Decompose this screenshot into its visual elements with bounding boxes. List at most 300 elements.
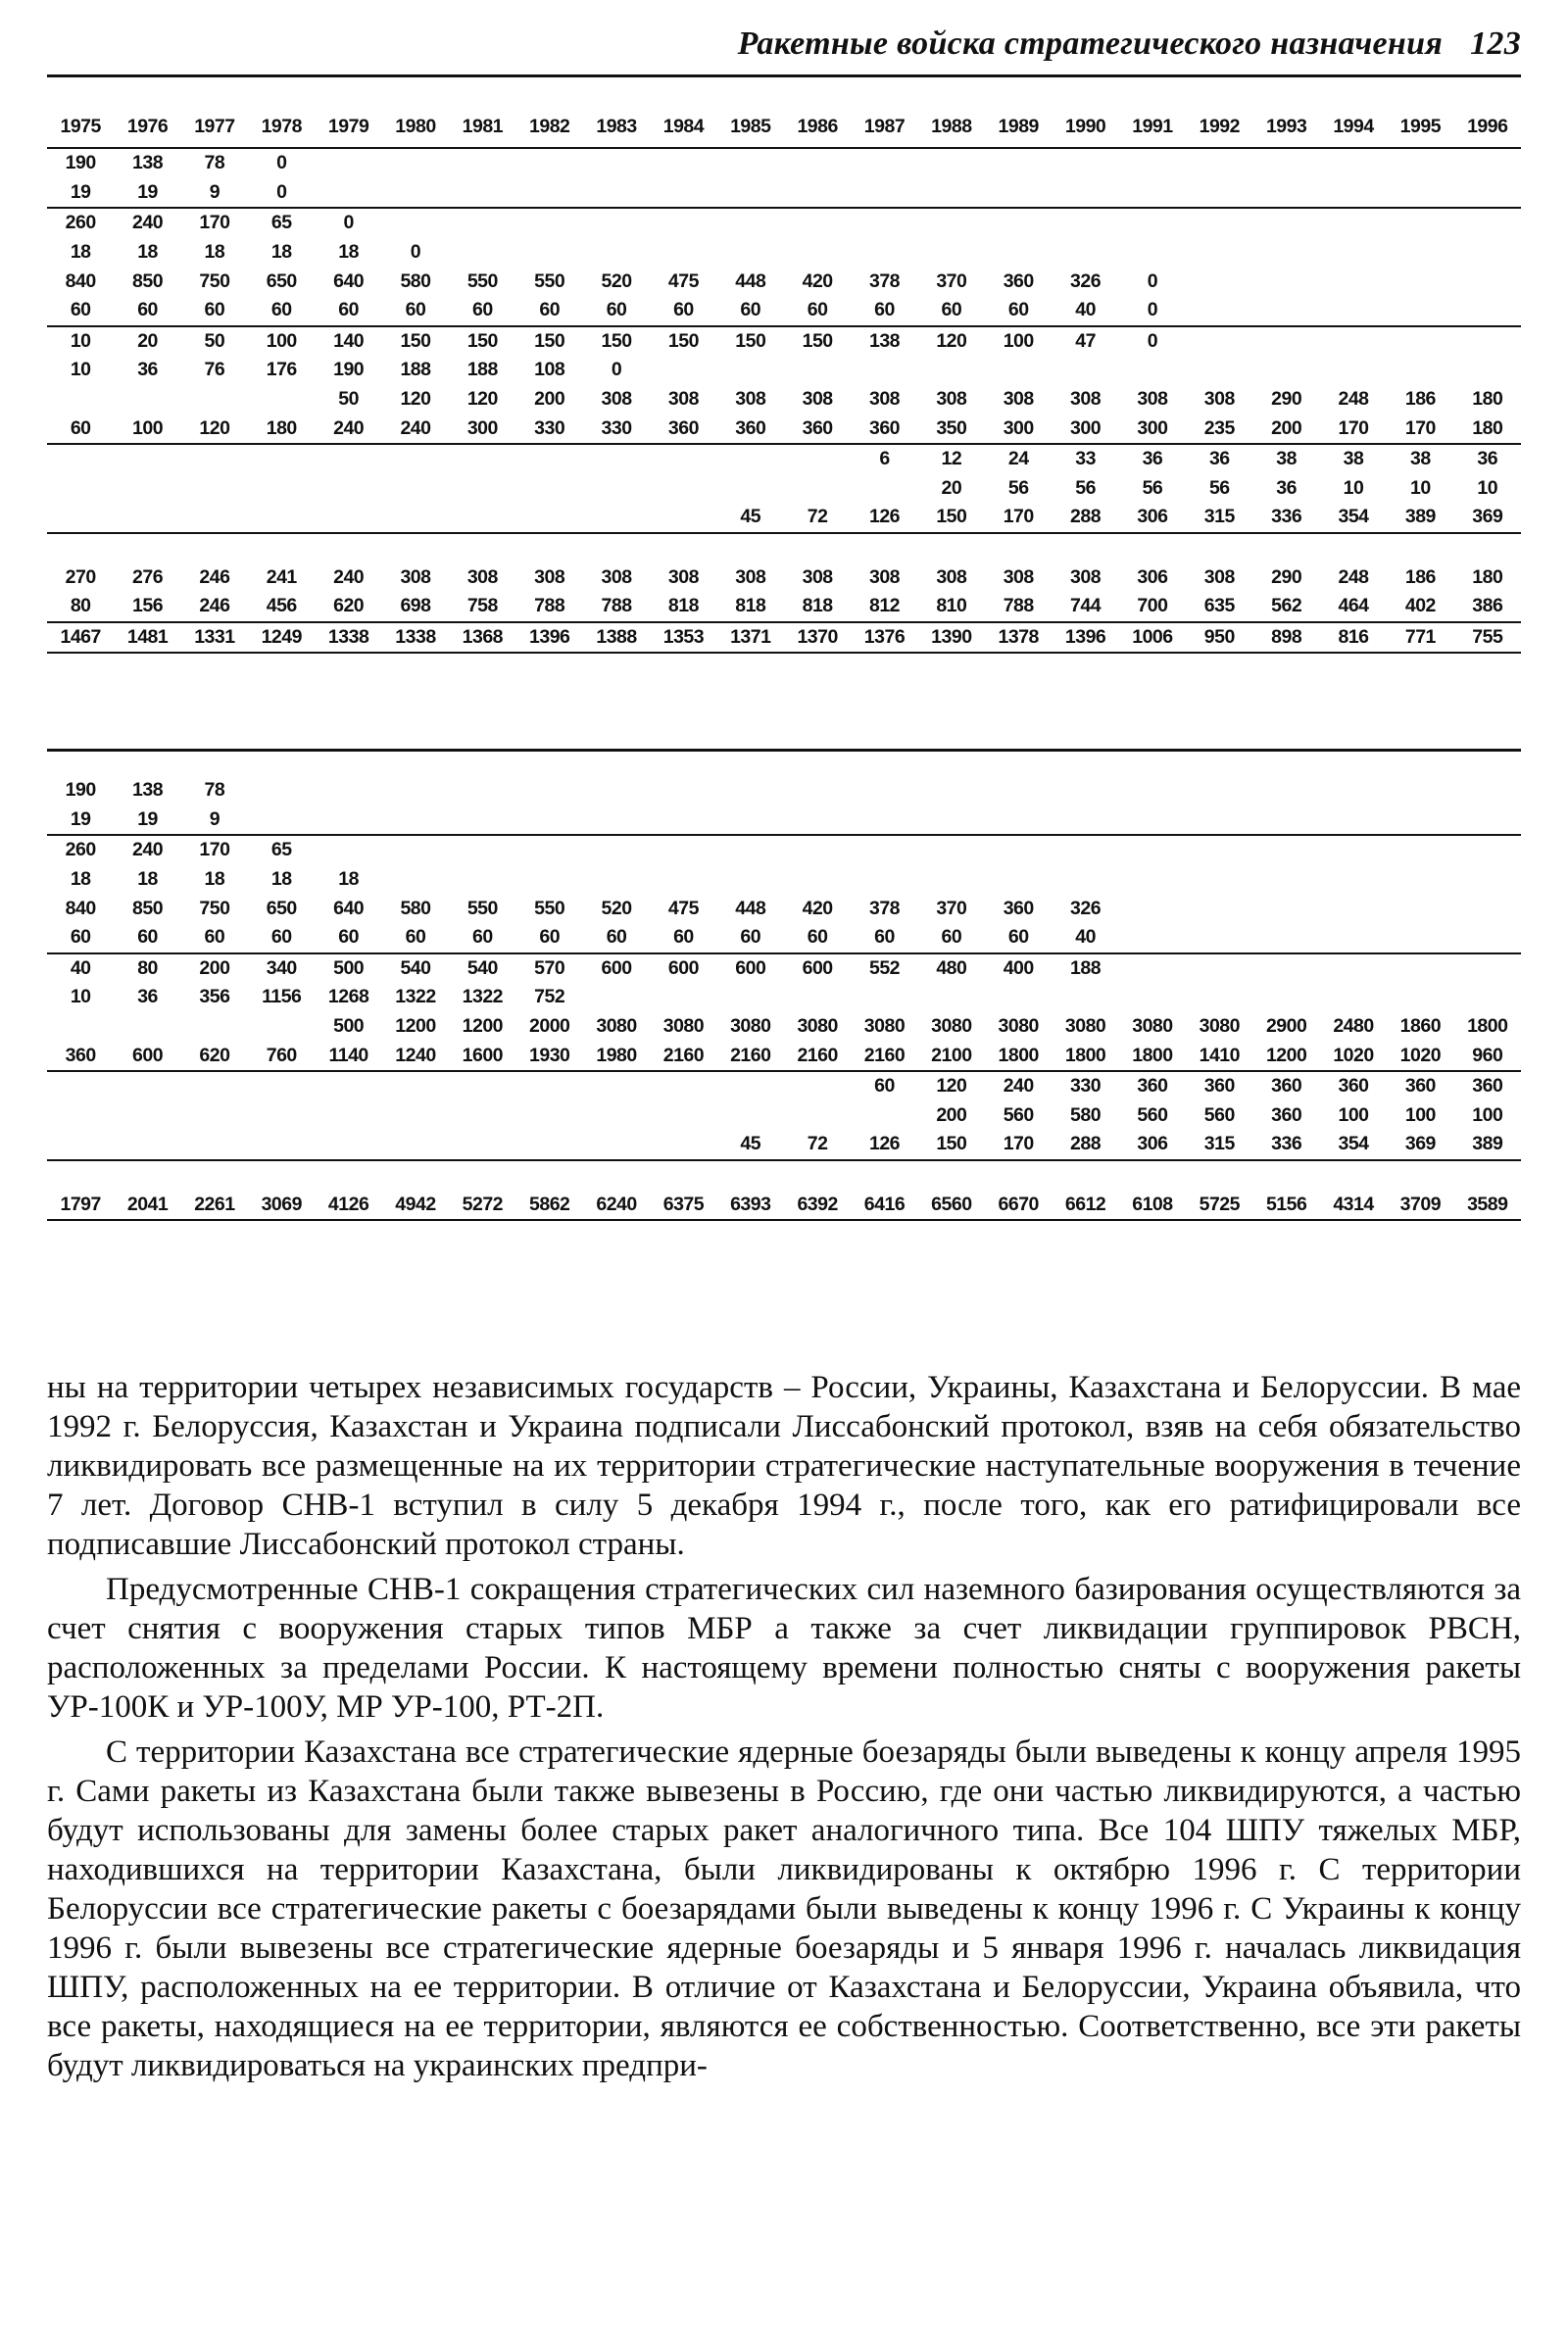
table-cell — [583, 835, 650, 865]
table-cell — [516, 503, 583, 533]
table-cell: 600 — [667, 956, 699, 979]
table-cell: 288 — [1052, 503, 1118, 533]
table-cell — [1454, 238, 1521, 268]
table-cell: 10 — [70, 359, 91, 381]
table-cell: 150 — [601, 329, 632, 352]
table-cell — [382, 865, 449, 895]
table-cell — [985, 533, 1052, 563]
table-cell: 456 — [248, 592, 315, 622]
table-cell: 80 — [47, 592, 114, 622]
table-cell — [717, 474, 784, 504]
table-cell — [1052, 835, 1118, 865]
table-cell: 552 — [868, 956, 901, 979]
table-cell: 750 — [199, 269, 230, 292]
table-cell: 0 — [410, 241, 421, 264]
year-cell: 1981 — [449, 106, 515, 148]
table-cell: 308 — [1137, 388, 1168, 411]
table-cell — [1252, 923, 1319, 953]
table-cell: 1410 — [1186, 1041, 1252, 1071]
table-cell — [248, 1160, 315, 1191]
table-cell: 1268 — [327, 986, 369, 1008]
table-cell — [717, 983, 784, 1012]
table-cell — [248, 503, 315, 533]
table-cell — [449, 776, 515, 805]
table-cell: 1797 — [47, 1190, 114, 1220]
table-cell — [650, 805, 716, 836]
table-cell: 10 — [1410, 476, 1431, 499]
table-cell: 180 — [1472, 388, 1503, 411]
table-cell — [315, 805, 381, 836]
table-cell — [1454, 326, 1521, 357]
table-cell: 248 — [1338, 388, 1369, 411]
table-cell: 260 — [65, 212, 96, 234]
table-cell: 290 — [1271, 565, 1302, 588]
table-cell: 1370 — [784, 622, 851, 654]
table-cell — [449, 148, 515, 178]
table-cell: 3589 — [1454, 1190, 1521, 1220]
table-cell: 60 — [382, 923, 449, 953]
table-cell — [784, 983, 851, 1012]
table-cell: 60 — [583, 923, 650, 953]
table-cell: 326 — [1070, 897, 1102, 919]
table-cell: 360 — [1338, 1075, 1369, 1098]
table-cell: 248 — [1338, 565, 1369, 588]
table-cell — [1052, 776, 1118, 805]
table-cell: 3080 — [998, 1015, 1039, 1038]
table-cell: 480 — [936, 956, 967, 979]
table-cell — [583, 238, 650, 268]
table-cell — [650, 533, 716, 563]
table-cell — [315, 1130, 381, 1160]
table-cell — [1119, 894, 1186, 923]
table-cell: 100 — [1472, 1103, 1503, 1126]
table-cell — [315, 503, 381, 533]
table-cell: 960 — [1454, 1041, 1521, 1071]
table-cell — [784, 835, 851, 865]
table-cell: 464 — [1320, 592, 1387, 622]
table-row — [47, 148, 1521, 178]
table-cell: 306 — [1119, 503, 1186, 533]
table-row — [47, 208, 1521, 238]
table-cell — [449, 1071, 515, 1101]
table-cell: 402 — [1387, 592, 1453, 622]
table-cell: 40 — [70, 956, 91, 979]
table-cell — [181, 385, 248, 415]
table-cell — [1320, 533, 1387, 563]
table-row — [47, 267, 1521, 296]
table-cell — [918, 865, 985, 895]
table-cell: 60 — [851, 923, 917, 953]
paragraph: Предусмотренные СНВ-1 сокращения стратегических сил наземного базирования осуществляются за счет снятия с вооружения старых типов МБР а также за счет ликвидации группировок РВСН, расположенных за пределами России. К настоящему времени полностью сняты с вооружения ракеты УР-100К и УР-100У, МР УР-100, РТ-2П. — [47, 1572, 1521, 1725]
table-cell: 170 — [199, 839, 230, 861]
table-cell — [851, 238, 917, 268]
table-row — [47, 894, 1521, 923]
table-cell — [1252, 148, 1319, 178]
table-cell: 150 — [918, 503, 985, 533]
table-cell: 1200 — [462, 1015, 504, 1038]
table-cell: 170 — [1320, 414, 1387, 444]
year-cell: 1980 — [382, 106, 449, 148]
table-cell: 5862 — [516, 1190, 583, 1220]
table-cell: 50 — [338, 388, 359, 411]
table-cell — [1320, 208, 1387, 238]
warheads-table-top — [47, 106, 1521, 654]
table-cell: 370 — [936, 897, 967, 919]
table-cell: 620 — [315, 592, 381, 622]
table-cell: 562 — [1252, 592, 1319, 622]
table-cell: 850 — [132, 897, 164, 919]
table-row — [47, 1190, 1521, 1220]
table-cell: 60 — [47, 296, 114, 326]
table-cell: 60 — [874, 1075, 895, 1098]
table-cell — [918, 356, 985, 385]
table-cell — [851, 474, 917, 504]
table-cell: 308 — [1203, 388, 1235, 411]
table-cell — [181, 1012, 248, 1042]
table-cell: 9 — [181, 805, 248, 836]
year-cell: 1979 — [315, 106, 381, 148]
table-cell: 100 — [1338, 1103, 1369, 1126]
table-cell: 56 — [1142, 476, 1163, 499]
table-cell — [1119, 776, 1186, 805]
table-cell: 560 — [1203, 1103, 1235, 1126]
table-cell — [1252, 208, 1319, 238]
table-cell: 360 — [1003, 269, 1034, 292]
table-cell — [1320, 326, 1387, 357]
table-cell: 840 — [65, 897, 96, 919]
table-cell — [918, 238, 985, 268]
table-cell — [47, 503, 114, 533]
table-cell: 550 — [466, 897, 498, 919]
table-cell — [650, 474, 716, 504]
table-cell — [1252, 776, 1319, 805]
table-cell — [248, 776, 315, 805]
table-cell — [985, 865, 1052, 895]
table-cell: 60 — [114, 296, 180, 326]
table-cell: 330 — [516, 414, 583, 444]
table-cell: 378 — [868, 269, 901, 292]
table-cell: 360 — [1271, 1103, 1302, 1126]
table-cell: 1331 — [181, 622, 248, 654]
table-cell — [449, 805, 515, 836]
table-cell: 36 — [137, 359, 158, 381]
table-cell: 36 — [1276, 476, 1297, 499]
table-cell: 2000 — [529, 1015, 570, 1038]
table-cell: 810 — [918, 592, 985, 622]
table-row — [47, 533, 1521, 563]
table-cell: 2900 — [1265, 1015, 1307, 1038]
table-cell — [1387, 865, 1453, 895]
table-cell — [851, 865, 917, 895]
table-cell — [851, 208, 917, 238]
table-cell — [181, 1071, 248, 1101]
table-cell: 360 — [784, 414, 851, 444]
year-cell: 1994 — [1320, 106, 1387, 148]
year-cell: 1993 — [1252, 106, 1319, 148]
table-cell — [1186, 923, 1252, 953]
table-cell: 698 — [382, 592, 449, 622]
table-cell — [717, 148, 784, 178]
table-cell — [382, 474, 449, 504]
table-cell: 120 — [936, 1075, 967, 1098]
table-cell — [918, 983, 985, 1012]
year-cell: 1983 — [583, 106, 650, 148]
table-cell: 640 — [333, 897, 365, 919]
table-cell: 520 — [601, 269, 632, 292]
table-cell: 308 — [1203, 565, 1235, 588]
table-cell: 241 — [266, 565, 297, 588]
table-cell: 818 — [784, 592, 851, 622]
table-cell — [114, 444, 180, 474]
year-cell: 1995 — [1387, 106, 1453, 148]
table-cell — [1252, 326, 1319, 357]
table-cell — [1320, 894, 1387, 923]
table-cell: 788 — [516, 592, 583, 622]
table-cell — [1186, 267, 1252, 296]
table-cell: 18 — [204, 868, 225, 891]
table-cell — [851, 148, 917, 178]
table-cell — [1454, 894, 1521, 923]
table-cell — [449, 208, 515, 238]
table-cell — [1252, 1160, 1319, 1191]
table-cell: 150 — [735, 329, 766, 352]
table-cell — [1186, 805, 1252, 836]
table-cell — [248, 805, 315, 836]
table-cell: 246 — [181, 592, 248, 622]
table-cell: 200 — [936, 1103, 967, 1126]
table-cell: 18 — [204, 241, 225, 264]
year-cell: 1990 — [1052, 106, 1118, 148]
table-cell — [1387, 533, 1453, 563]
table-cell — [382, 148, 449, 178]
table-cell — [382, 503, 449, 533]
table-cell — [1454, 296, 1521, 326]
table-cell — [985, 178, 1052, 209]
table-cell: 1376 — [851, 622, 917, 654]
table-cell — [516, 238, 583, 268]
table-cell — [1186, 865, 1252, 895]
table-cell: 3069 — [248, 1190, 315, 1220]
table-cell: 308 — [1070, 565, 1102, 588]
table-cell — [1052, 178, 1118, 209]
table-cell — [1186, 148, 1252, 178]
table-cell — [382, 805, 449, 836]
table-cell — [1454, 178, 1521, 209]
table-cell — [516, 474, 583, 504]
table-cell: 600 — [601, 956, 632, 979]
table-cell: 1240 — [382, 1041, 449, 1071]
table-cell — [114, 385, 180, 415]
table-row — [47, 1071, 1521, 1101]
table-cell: 1368 — [449, 622, 515, 654]
table-cell: 580 — [400, 897, 431, 919]
table-cell — [1320, 835, 1387, 865]
table-cell — [1186, 835, 1252, 865]
table-cell — [650, 238, 716, 268]
table-cell: 2160 — [851, 1041, 917, 1071]
table-cell: 315 — [1186, 503, 1252, 533]
table-row — [47, 592, 1521, 622]
table-cell — [382, 1130, 449, 1160]
table-cell: 60 — [784, 296, 851, 326]
table-cell — [1320, 267, 1387, 296]
table-cell — [315, 533, 381, 563]
table-cell: 0 — [1119, 296, 1186, 326]
table-cell: 308 — [466, 565, 498, 588]
table-cell: 1800 — [1119, 1041, 1186, 1071]
table-cell: 10 — [1477, 476, 1498, 499]
table-cell: 2480 — [1333, 1015, 1374, 1038]
table-cell — [918, 178, 985, 209]
table-cell — [1320, 238, 1387, 268]
year-cell: 1985 — [717, 106, 784, 148]
table-cell — [1252, 356, 1319, 385]
table-cell: 5272 — [449, 1190, 515, 1220]
table-cell: 1322 — [462, 986, 504, 1008]
table-cell — [784, 238, 851, 268]
table-cell — [1186, 238, 1252, 268]
table-cell: 330 — [1070, 1075, 1102, 1098]
table-row — [47, 385, 1521, 415]
table-cell: 360 — [1404, 1075, 1436, 1098]
table-cell — [516, 1101, 583, 1131]
table-row — [47, 1160, 1521, 1191]
table-cell — [114, 503, 180, 533]
table-row — [47, 296, 1521, 326]
table-cell — [1186, 1160, 1252, 1191]
table-cell: 0 — [611, 359, 622, 381]
table-cell — [1252, 953, 1319, 984]
table-cell: 560 — [1003, 1103, 1034, 1126]
table-cell — [1454, 953, 1521, 984]
table-cell: 950 — [1186, 622, 1252, 654]
table-cell — [717, 533, 784, 563]
table-cell: 308 — [1003, 565, 1034, 588]
table-cell: 1800 — [985, 1041, 1052, 1071]
table-cell: 818 — [650, 592, 716, 622]
table-cell: 20 — [941, 476, 962, 499]
table-cell — [985, 238, 1052, 268]
table-cell: 60 — [248, 296, 315, 326]
table-cell: 744 — [1052, 592, 1118, 622]
table-cell — [784, 208, 851, 238]
table-cell — [583, 776, 650, 805]
table-cell — [516, 178, 583, 209]
table-cell — [717, 865, 784, 895]
table-cell — [1252, 238, 1319, 268]
table-cell — [583, 1101, 650, 1131]
table-cell: 300 — [1052, 414, 1118, 444]
table-cell — [47, 474, 114, 504]
table-cell — [1387, 208, 1453, 238]
table-cell — [717, 208, 784, 238]
table-cell — [1119, 865, 1186, 895]
table-cell: 1980 — [583, 1041, 650, 1071]
table-cell: 80 — [137, 956, 158, 979]
table-cell: 1481 — [114, 622, 180, 654]
table-cell: 4126 — [315, 1190, 381, 1220]
table-cell — [181, 1130, 248, 1160]
table-cell: 170 — [985, 1130, 1052, 1160]
table-cell: 3080 — [1199, 1015, 1240, 1038]
table-cell — [784, 474, 851, 504]
table-row — [47, 356, 1521, 385]
table-cell — [650, 776, 716, 805]
table-cell: 2160 — [784, 1041, 851, 1071]
table-cell: 360 — [717, 414, 784, 444]
table-cell — [1454, 805, 1521, 836]
table-cell: 308 — [601, 565, 632, 588]
table-cell: 370 — [936, 269, 967, 292]
table-cell — [47, 533, 114, 563]
table-cell: 60 — [315, 296, 381, 326]
running-header-title: Ракетные войска стратегического назначения — [737, 25, 1444, 62]
table-cell — [516, 533, 583, 563]
table-cell — [583, 865, 650, 895]
table-cell: 240 — [315, 414, 381, 444]
table-cell: 1800 — [1467, 1015, 1508, 1038]
table-cell: 2160 — [717, 1041, 784, 1071]
table-row — [47, 503, 1521, 533]
table-cell: 100 — [1003, 329, 1034, 352]
table-cell: 60 — [516, 923, 583, 953]
table-cell: 60 — [449, 296, 515, 326]
table-cell: 308 — [735, 565, 766, 588]
table-cell — [1119, 148, 1186, 178]
table-cell: 60 — [784, 923, 851, 953]
table-cell — [1387, 326, 1453, 357]
table-cell: 620 — [181, 1041, 248, 1071]
table-cell — [1052, 983, 1118, 1012]
table-cell: 33 — [1075, 448, 1096, 470]
table-cell: 186 — [1404, 565, 1436, 588]
table-cell: 580 — [1070, 1103, 1102, 1126]
table-cell — [181, 503, 248, 533]
table-cell — [382, 208, 449, 238]
table-cell: 12 — [941, 448, 962, 470]
table-cell — [181, 533, 248, 563]
table-cell: 1378 — [985, 622, 1052, 654]
table-cell: 356 — [199, 986, 230, 1008]
table-row — [47, 474, 1521, 504]
table-cell: 240 — [333, 565, 365, 588]
table-cell: 550 — [466, 269, 498, 292]
table-cell — [1252, 296, 1319, 326]
table-cell: 475 — [667, 897, 699, 919]
table-cell: 5156 — [1252, 1190, 1319, 1220]
table-cell — [315, 835, 381, 865]
table-cell: 336 — [1252, 1130, 1319, 1160]
table-cell — [851, 805, 917, 836]
table-row — [47, 326, 1521, 357]
table-cell: 308 — [936, 565, 967, 588]
table-cell: 369 — [1454, 503, 1521, 533]
table-cell: 1600 — [449, 1041, 515, 1071]
table-cell — [985, 148, 1052, 178]
table-cell — [851, 533, 917, 563]
table-cell — [315, 1160, 381, 1191]
table-cell — [1252, 178, 1319, 209]
table-cell — [1119, 356, 1186, 385]
table-cell: 500 — [333, 956, 365, 979]
table-cell — [1186, 178, 1252, 209]
table-cell: 0 — [248, 178, 315, 209]
table-cell — [248, 474, 315, 504]
table-row — [47, 178, 1521, 209]
table-cell — [1320, 1160, 1387, 1191]
table-cell: 3080 — [662, 1015, 705, 1038]
table-cell — [1052, 238, 1118, 268]
